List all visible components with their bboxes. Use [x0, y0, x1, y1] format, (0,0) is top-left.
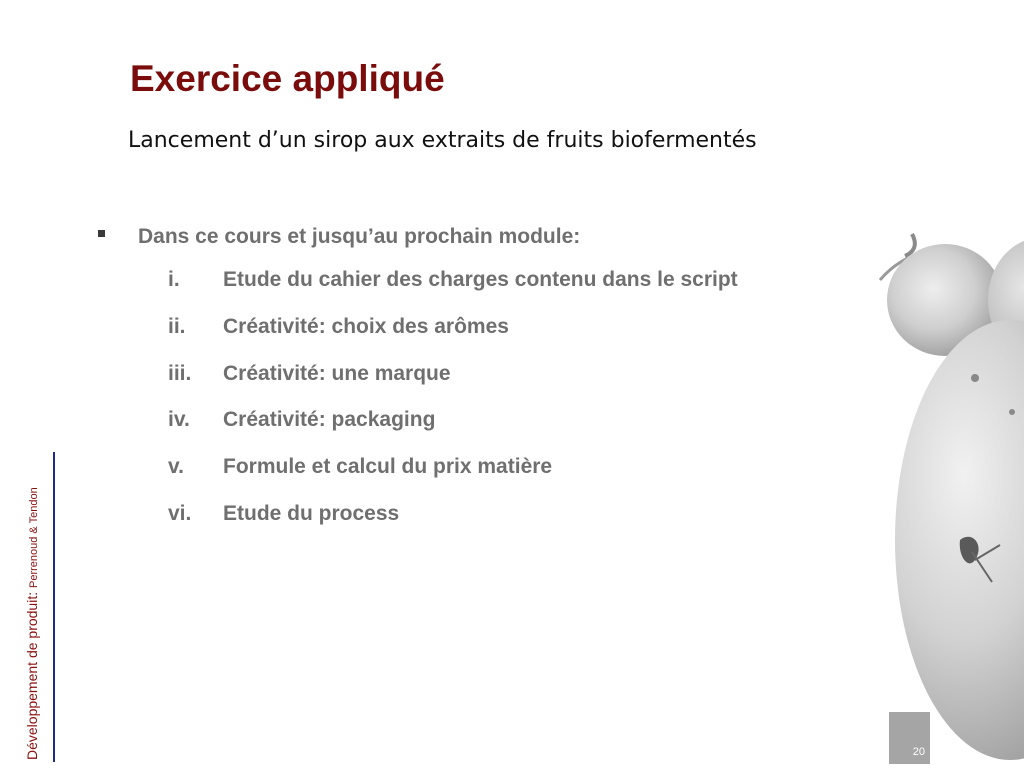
slide-subtitle: Lancement d’un sirop aux extraits de fruits biofermentés — [128, 128, 757, 153]
course-title: Développement de produit: — [24, 588, 40, 760]
list-item-number: v. — [168, 455, 184, 478]
page-number: 20 — [912, 746, 925, 758]
square-bullet-icon — [98, 230, 105, 237]
list-item-number: i. — [168, 268, 180, 291]
list-item-text: Créativité: une marque — [223, 362, 451, 385]
list-item-number: iii. — [168, 362, 192, 385]
slide-title: Exercice appliqué — [130, 58, 445, 99]
bullet-text: Dans ce cours et jusqu’au prochain module: — [138, 225, 581, 248]
page-number-box — [889, 712, 930, 764]
list-item-text: Formule et calcul du prix matière — [223, 455, 553, 478]
list-item-number: ii. — [168, 315, 186, 338]
course-authors: Perrenoud & Tendon — [28, 487, 40, 588]
list-item-text: Etude du process — [223, 502, 400, 525]
list-item-number: iv. — [168, 408, 190, 431]
side-divider — [53, 452, 55, 762]
list-item-text: Créativité: choix des arômes — [223, 315, 509, 338]
list-item-text: Etude du cahier des charges contenu dans le script — [223, 268, 738, 291]
list-item-text: Créativité: packaging — [223, 408, 436, 431]
list-item-number: vi. — [168, 502, 192, 525]
course-label — [24, 487, 40, 760]
